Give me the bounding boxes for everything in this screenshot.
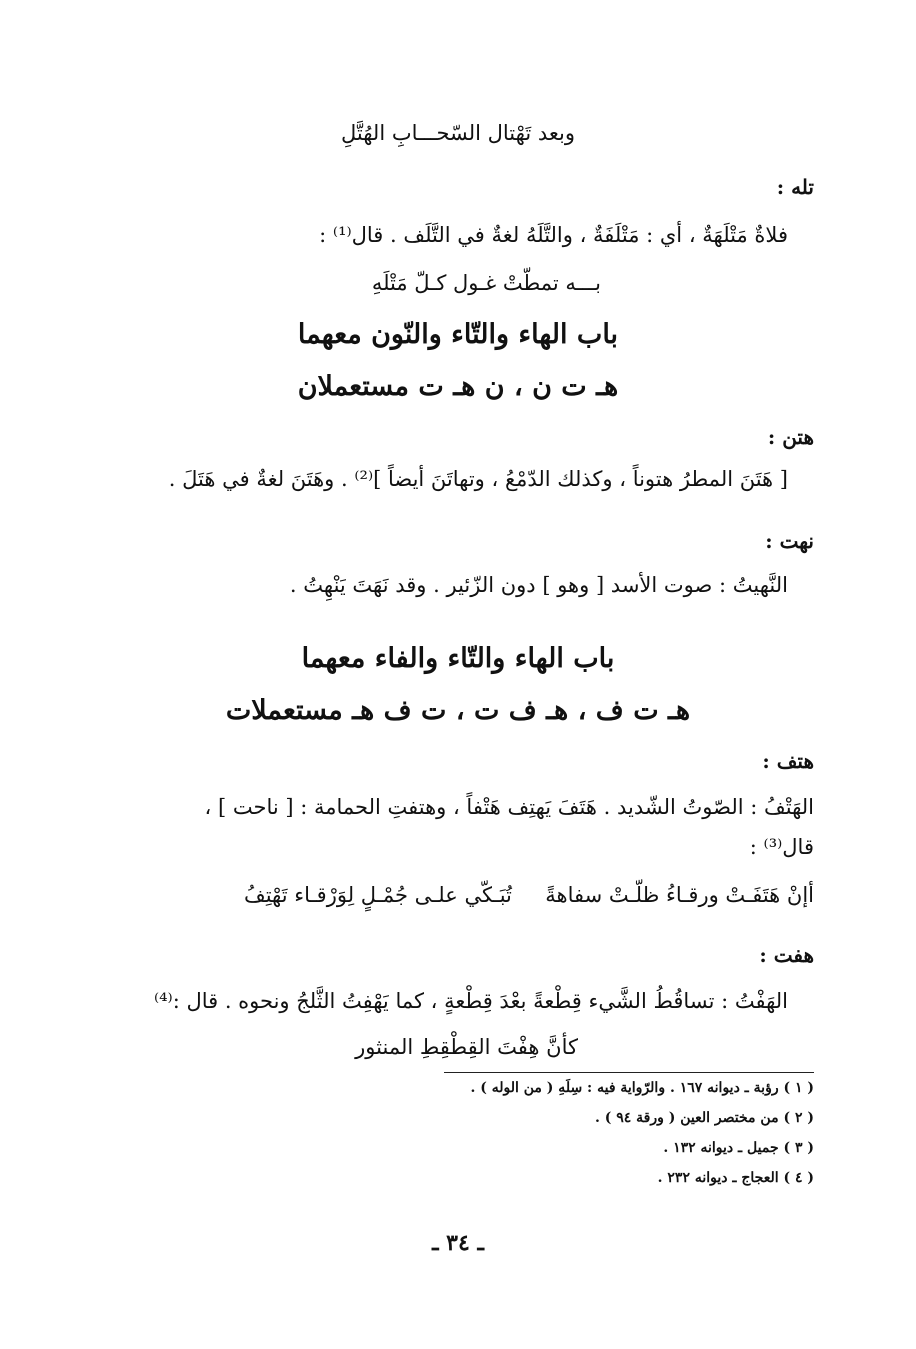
footnote-1: ( ١ ) رؤبة ـ ديوانه ١٦٧ . والرّواية فيه : سِلَهِ ( من الوله ) .	[470, 1080, 814, 1096]
headword-hataf: هتف :	[762, 749, 814, 773]
headword-hatan: هتن :	[767, 425, 814, 449]
entry-talah-text: فلاةٌ مَتْلَهَةٌ ، أي : مَتْلَفَةٌ ، والتَّلَهُ لغةٌ في التَّلَف . قال⁽¹⁾ :	[319, 223, 788, 247]
chapter-subtitle-2: هـ ت ف ، هـ ف ت ، ت ف هـ مستعملات	[225, 695, 691, 726]
entry-hatan-text: [ هَتَنَ المطرُ هتوناً ، وكذلك الدّمْعُ ، وتهاتَنَ أيضاً ]⁽²⁾ . وهَتَنَ لغةٌ في هَتَلَ .	[168, 467, 788, 491]
footnote-4: ( ٤ ) العجاج ـ ديوانه ٢٣٢ .	[657, 1170, 814, 1186]
headword-talah: تله :	[776, 175, 814, 199]
page-number: ـ ٣٤ ـ	[432, 1230, 484, 1256]
entry-haft-text: الهَفْتُ : تساقُطُ الشَّيء قِطْعةً بعْدَ قِطْعةٍ ، كما يَهْفِتُ الثَّلجُ ونحوه . قال :⁽⁴⁾	[153, 989, 788, 1013]
chapter-title-2: باب الهاء والتّاء والفاء معهما	[301, 643, 615, 674]
footnote-divider	[444, 1072, 814, 1073]
footnote-2: ( ٢ ) من مختصر العين ( ورقة ٩٤ ) .	[595, 1110, 814, 1126]
entry-haft-verse: كأنَّ هِفْتَ القِطْقِطِ المنثور	[355, 1035, 578, 1059]
opening-verse: وبعد تَهْتال السّحـــابِ الهُتَّلِ	[341, 121, 575, 145]
entry-talah-verse: بـــه تمطّتْ غـول كـلّ مَتْلَهِ	[371, 271, 601, 295]
entry-hataf-verse: أإنْ هَتَفَـتْ ورقـاءُ ظلّـتْ سفاهةً تُبَـكّي علـى جُمْـلٍ لِوَرْقـاء تَهْتِفُ	[243, 883, 814, 907]
headword-nahat: نهت :	[765, 529, 814, 553]
entry-hataf-text: الهَتْفُ : الصّوتُ الشّديد . هَتَفَ يَهتِف هَتْفاً ، وهتفتِ الحمامة : [ ناحت ] ،	[204, 795, 814, 819]
chapter-title-1: باب الهاء والتّاء والنّون معهما	[297, 319, 619, 350]
footnote-3: ( ٣ ) جميل ـ ديوانه ١٣٢ .	[663, 1140, 814, 1156]
headword-haft: هفت :	[759, 943, 814, 967]
entry-hataf-qala: قال⁽³⁾ :	[749, 835, 814, 859]
chapter-subtitle-1: هـ ت ن ، ن هـ ت مستعملان	[297, 371, 619, 402]
entry-nahat-text: النَّهيتُ : صوت الأسد [ وهو ] دون الزّئير . وقد نَهَتَ يَنْهِتُ .	[289, 573, 788, 597]
